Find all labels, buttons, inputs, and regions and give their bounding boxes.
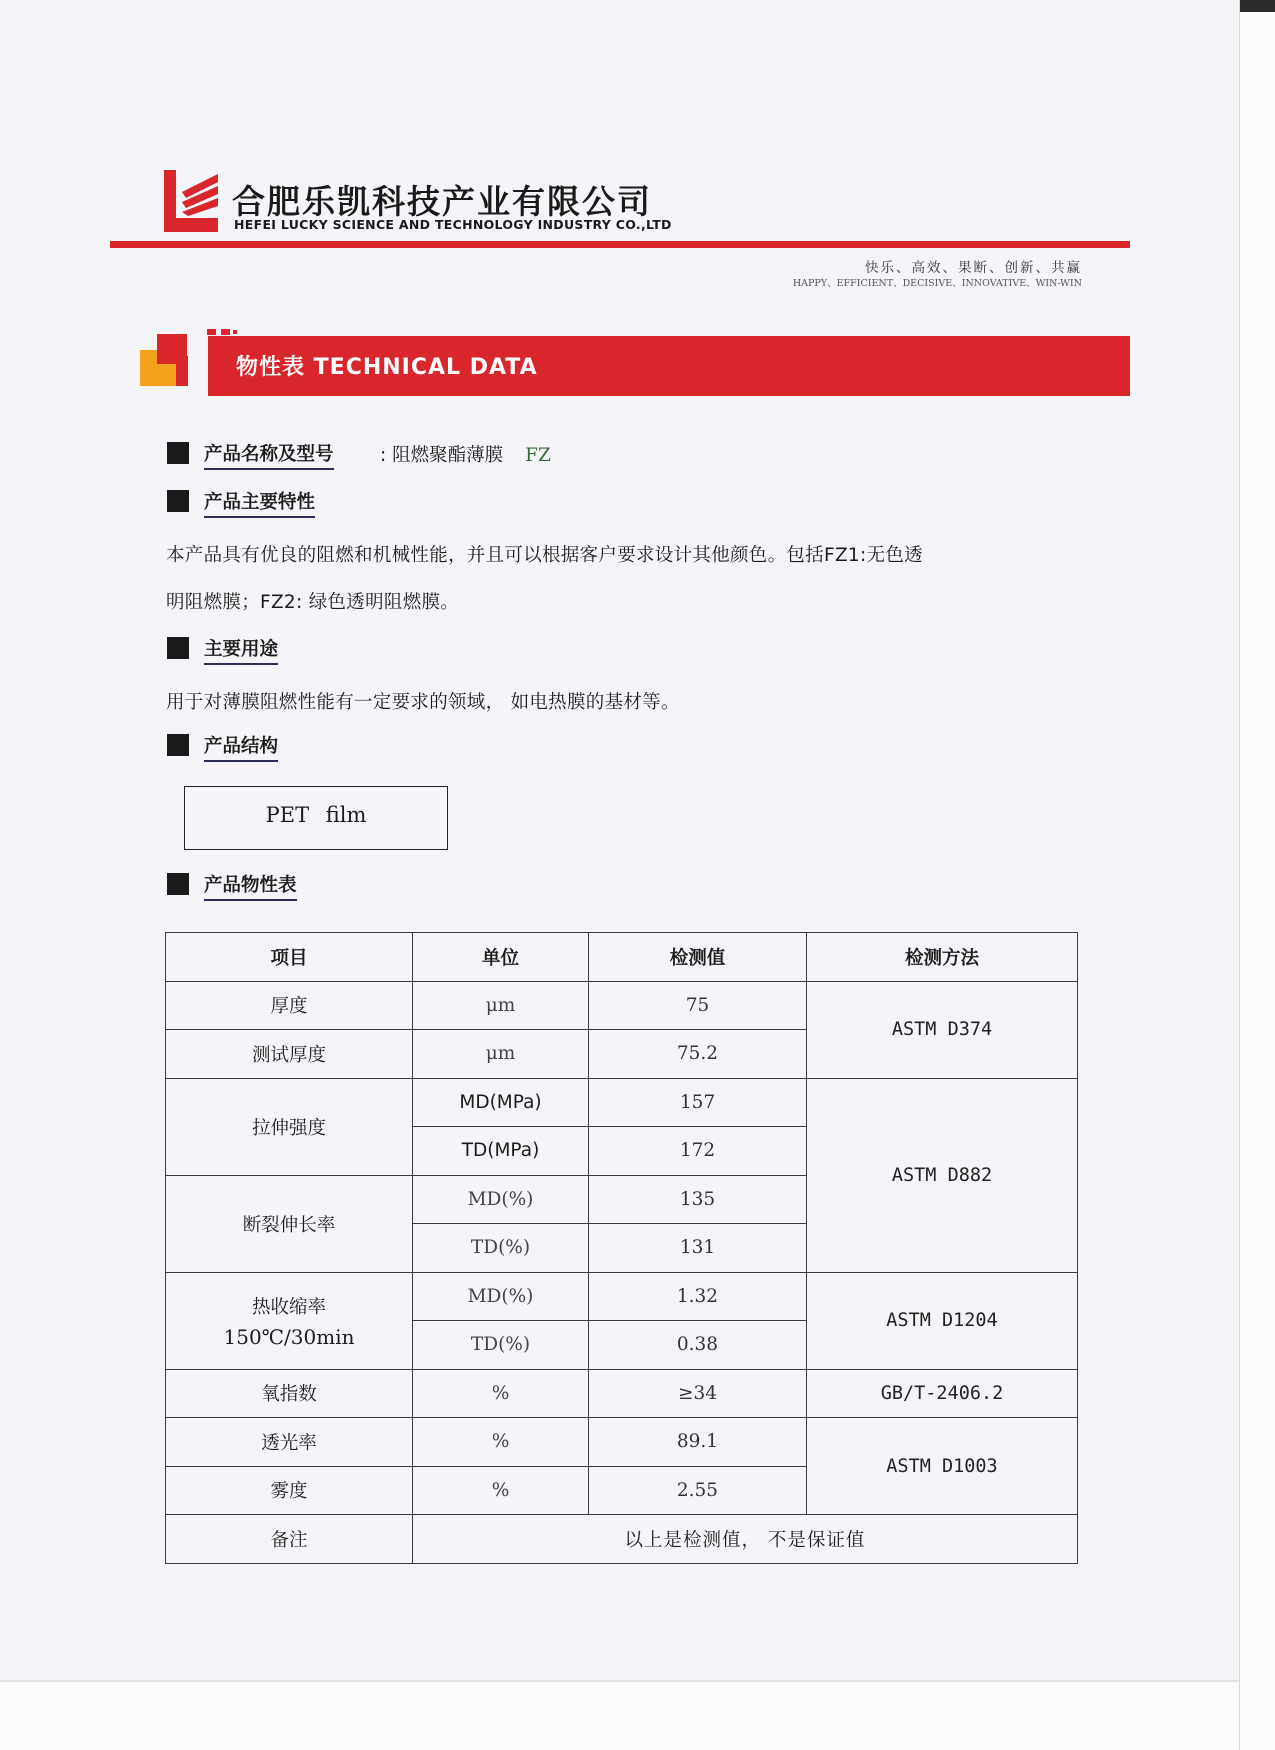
header-method: 检测方法 <box>807 933 1078 982</box>
cell-item: 拉伸强度 <box>166 1078 413 1175</box>
cell-value: 135 <box>589 1175 807 1224</box>
table-header-row <box>166 933 1078 982</box>
scan-margin-bottom <box>0 1682 1240 1750</box>
cell-value: 157 <box>589 1078 807 1127</box>
cell-value: 75.2 <box>589 1030 807 1079</box>
cell-remark: 以上是检测值， 不是保证值 <box>413 1515 1078 1564</box>
section-label-usage: 主要用途 <box>204 635 278 665</box>
product-name-value: : 阻燃聚酯薄膜 FZ <box>380 445 551 466</box>
company-name-en: HEFEI LUCKY SCIENCE AND TECHNOLOGY INDUSTRY CO.,LTD <box>234 217 672 232</box>
section-label-properties: 产品物性表 <box>204 871 297 901</box>
scan-corner <box>1240 0 1275 12</box>
cell-method: ASTM D374 <box>807 981 1078 1078</box>
table-row <box>166 1418 1078 1467</box>
cell-unit: MD(%) <box>413 1175 589 1224</box>
cell-item <box>166 1272 413 1369</box>
banner-title: 物性表 TECHNICAL DATA <box>236 355 538 380</box>
cell-method: ASTM D1204 <box>807 1272 1078 1369</box>
motto-en: HAPPY、EFFICIENT、DECISIVE、INNOVATIVE、WIN-WIN <box>792 278 1082 289</box>
table-row <box>166 1272 1078 1321</box>
cell-value: 1.32 <box>589 1272 807 1321</box>
usage-text: 用于对薄膜阻燃性能有一定要求的领域， 如电热膜的基材等。 <box>166 692 680 713</box>
cell-unit: μm <box>413 1030 589 1079</box>
bullet-icon <box>167 873 189 895</box>
cell-method: GB/T-2406.2 <box>807 1369 1078 1418</box>
cell-unit: MD(%) <box>413 1272 589 1321</box>
cell-value: 131 <box>589 1224 807 1273</box>
cell-unit: % <box>413 1466 589 1515</box>
scan-margin-right <box>1239 0 1275 1750</box>
cell-value: 89.1 <box>589 1418 807 1467</box>
cell-value: 2.55 <box>589 1466 807 1515</box>
section-label-structure: 产品结构 <box>204 732 278 762</box>
cell-item: 氧指数 <box>166 1369 413 1418</box>
table-row <box>166 1078 1078 1127</box>
structure-diagram <box>184 786 448 850</box>
cell-unit: MD(MPa) <box>413 1078 589 1127</box>
cell-unit: μm <box>413 981 589 1030</box>
cell-unit: TD(%) <box>413 1224 589 1273</box>
section-label-features: 产品主要特性 <box>204 488 315 518</box>
company-logo-icon <box>160 168 222 234</box>
cell-value: 172 <box>589 1127 807 1176</box>
cell-method: ASTM D882 <box>807 1078 1078 1272</box>
header-unit: 单位 <box>413 933 589 982</box>
header-value: 检测值 <box>589 933 807 982</box>
properties-table <box>165 932 1078 1564</box>
cell-item-label: 热收缩率 <box>251 1296 326 1318</box>
cell-item: 备注 <box>166 1515 413 1564</box>
cell-unit: % <box>413 1418 589 1467</box>
bullet-icon <box>167 734 189 756</box>
bullet-icon <box>167 490 189 512</box>
cell-item-condition: 150℃/30min <box>223 1324 355 1349</box>
motto-cn: 快乐、高效、果断、创新、共赢 <box>865 260 1082 276</box>
cell-unit: % <box>413 1369 589 1418</box>
company-name-cn: 合肥乐凯科技产业有限公司 <box>232 182 652 221</box>
cell-item: 雾度 <box>166 1466 413 1515</box>
cell-item: 断裂伸长率 <box>166 1175 413 1272</box>
cell-item: 厚度 <box>166 981 413 1030</box>
features-line-2: 明阻燃膜；FZ2: 绿色透明阻燃膜。 <box>166 592 460 613</box>
cell-value: 0.38 <box>589 1321 807 1370</box>
structure-layer-label: PET film <box>265 803 367 827</box>
bullet-icon <box>167 637 189 659</box>
cell-unit: TD(%) <box>413 1321 589 1370</box>
bullet-icon <box>167 442 189 464</box>
features-line-1: 本产品具有优良的阻燃和机械性能，并且可以根据客户要求设计其他颜色。包括FZ1:无色透 <box>166 545 923 566</box>
cell-value: 75 <box>589 981 807 1030</box>
table-row <box>166 1369 1078 1418</box>
cell-item: 透光率 <box>166 1418 413 1467</box>
table-row <box>166 1515 1078 1564</box>
section-label-product-name: 产品名称及型号 <box>204 440 334 470</box>
cell-item: 测试厚度 <box>166 1030 413 1079</box>
cell-unit: TD(MPa) <box>413 1127 589 1176</box>
cell-method: ASTM D1003 <box>807 1418 1078 1515</box>
cell-value: ≥34 <box>589 1369 807 1418</box>
table-row <box>166 981 1078 1030</box>
header-divider <box>110 241 1130 248</box>
header-item: 项目 <box>166 933 413 982</box>
